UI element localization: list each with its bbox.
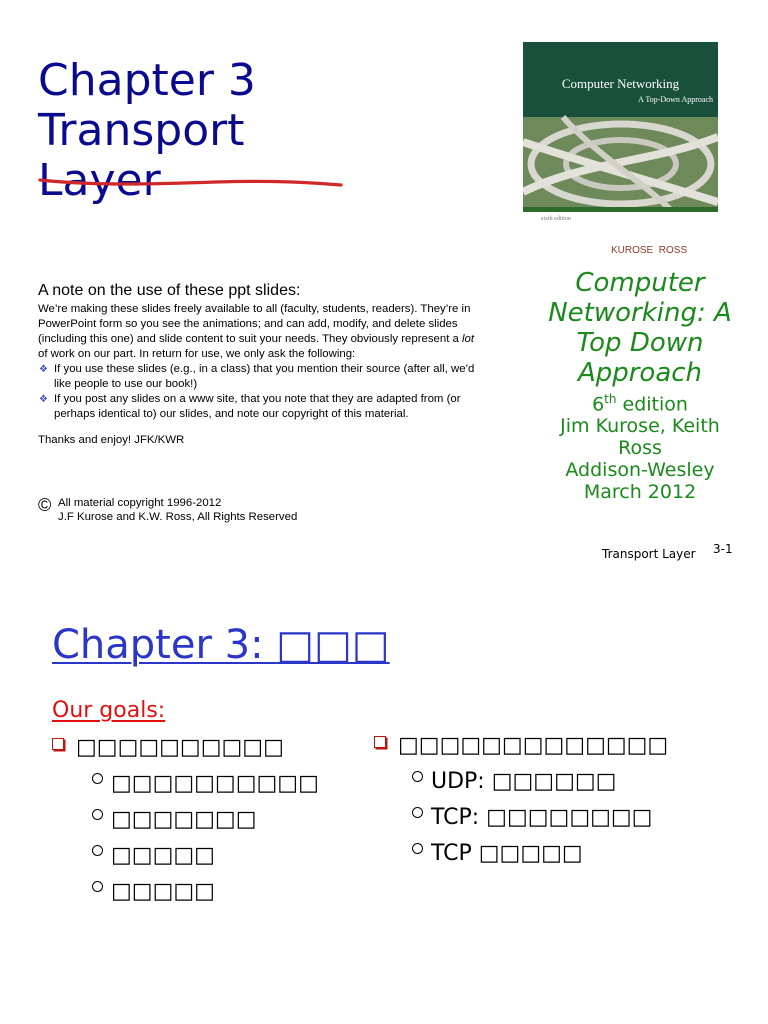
goal-text: □□□□□□□□□□□□□: [398, 733, 669, 758]
goal-subitem-text: TCP □□□□□: [431, 841, 583, 866]
note-bullet-list: [38, 362, 478, 422]
book-publisher: Addison-Wesley: [565, 459, 715, 482]
goal-subitem: [92, 841, 319, 871]
slide2-title-box: □□□: [276, 622, 390, 668]
note-heading: A note on the use of these ppt slides:: [38, 282, 301, 299]
goal-item: [52, 733, 319, 763]
goals-left-column: [52, 733, 319, 907]
copyright-line-2: J.F Kurose and K.W. Ross, All Rights Reserved: [58, 511, 298, 523]
book-cover-image: [523, 42, 718, 270]
goal-sublist: [52, 769, 319, 907]
book-edition: [520, 388, 760, 415]
edition-suffix: th: [604, 392, 617, 406]
cover-edition: sixth edition: [541, 216, 571, 222]
book-title-line-1: Computer: [575, 268, 705, 298]
goal-subitem-text: TCP: □□□□□□□□: [431, 805, 653, 830]
note-bullet: [38, 362, 478, 392]
note-text-2: of work on our part. In return for use, we only ask the following:: [38, 348, 356, 360]
title-line-3: Layer: [38, 155, 161, 206]
goal-subitem: [92, 877, 319, 907]
note-bullet: [38, 392, 478, 422]
slide2-title: [52, 620, 390, 670]
title-line-2: Transport: [38, 105, 245, 156]
goals-label: Our goals:: [52, 698, 166, 723]
edition-word: edition: [616, 393, 688, 416]
circle-bullet-icon: [92, 809, 103, 820]
diamond-bullet-icon: ❖: [39, 364, 48, 375]
book-authors-line-1: Jim Kurose, Keith: [560, 415, 720, 438]
goal-subitem: [92, 769, 319, 799]
copyright-icon: ©: [38, 495, 52, 515]
book-title-line-2: Networking: A: [548, 298, 732, 328]
cover-authors: KUROSE ROSS: [611, 245, 688, 256]
title-line-1: Chapter 3: [38, 55, 256, 106]
thanks-text: Thanks and enjoy! JFK/KWR: [38, 434, 185, 446]
square-bullet-icon: [52, 738, 64, 750]
circle-bullet-icon: [412, 807, 423, 818]
goals-right-column: [374, 731, 668, 869]
goal-subitem-text: □□□□□□□□□□: [111, 771, 319, 796]
slide2-title-text: Chapter 3:: [52, 622, 277, 668]
cover-title: Computer Networking: [561, 76, 680, 91]
goal-subitem: [412, 803, 668, 833]
edition-number: 6: [592, 393, 605, 416]
note-emphasis: lot: [462, 333, 475, 345]
book-authors-line-2: Ross: [618, 437, 662, 460]
note-text-1: We’re making these slides freely available to all (faculty, students, readers). They’re in PowerPoint form so you see the animations; and can add, modify, and delete slides (including this one) and slide content to suit your needs. They obviously represent a: [38, 303, 471, 345]
book-info: [520, 268, 760, 503]
goal-text: □□□□□□□□□□: [76, 735, 284, 760]
slide-number: 3-1: [713, 542, 733, 556]
goal-subitem-text: □□□□□: [111, 879, 215, 904]
note-bullet-text: If you post any slides on a www site, that you note that they are adapted from (or perhaps identical to) our slides, and note our copyright of this material.: [54, 393, 461, 420]
goal-subitem-text: UDP: □□□□□□: [431, 769, 617, 794]
diamond-bullet-icon: ❖: [39, 394, 48, 405]
note-paragraph: [38, 302, 478, 362]
goal-subitem-text: □□□□□: [111, 843, 215, 868]
goal-sublist: [374, 767, 668, 869]
footer-label: Transport Layer: [602, 547, 696, 561]
goal-subitem: [92, 805, 319, 835]
square-bullet-icon: [374, 736, 386, 748]
usage-note: [38, 282, 478, 448]
circle-bullet-icon: [92, 881, 103, 892]
circle-bullet-icon: [92, 845, 103, 856]
book-title-line-4: Approach: [577, 358, 703, 388]
goal-subitem: [412, 767, 668, 797]
circle-bullet-icon: [92, 773, 103, 784]
note-bullet-text: If you use these slides (e.g., in a class) that you mention their source (after all, we’d like people to use our book!): [54, 363, 475, 390]
book-date: March 2012: [583, 481, 697, 504]
copyright-block: [38, 496, 297, 524]
goal-subitem: [412, 839, 668, 869]
copyright-line-1: All material copyright 1996-2012: [58, 497, 222, 509]
handwritten-strike-line: [36, 170, 346, 194]
book-title-line-3: Top Down: [576, 328, 704, 358]
goal-item: [374, 731, 668, 761]
circle-bullet-icon: [412, 771, 423, 782]
circle-bullet-icon: [412, 843, 423, 854]
goal-subitem-text: □□□□□□□: [111, 807, 257, 832]
cover-subtitle: A Top-Down Approach: [638, 95, 713, 104]
